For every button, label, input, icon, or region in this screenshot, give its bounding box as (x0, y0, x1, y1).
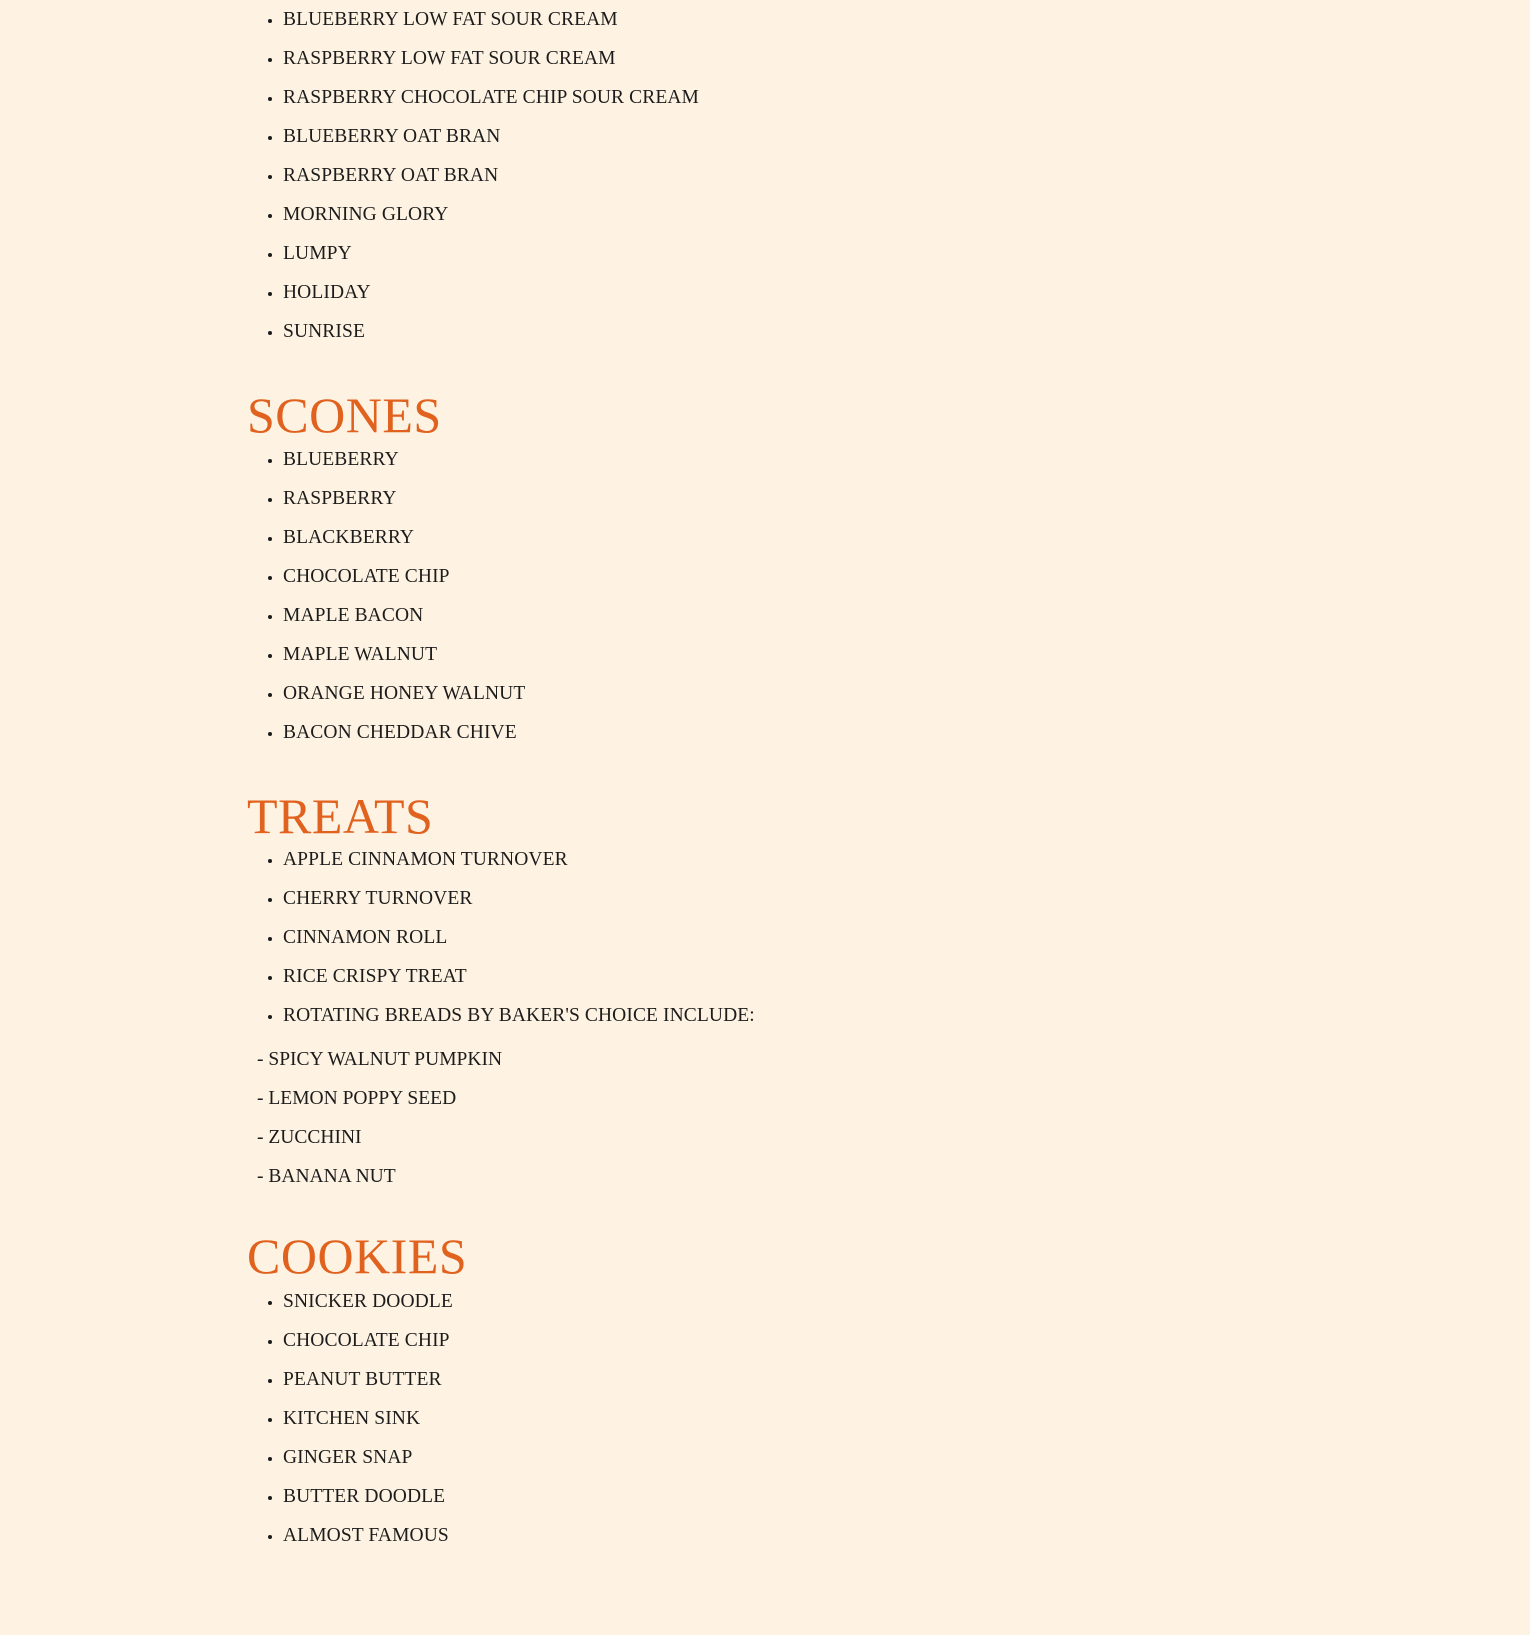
list-item: • LUMPY (283, 234, 1047, 273)
muffins-list (247, 0, 1047, 351)
list-item: • CHOCOLATE CHIP (283, 1321, 1047, 1360)
list-item: • BUTTER DOODLE (283, 1477, 1047, 1516)
list-item: • CHERRY TURNOVER (283, 879, 1047, 918)
menu-content (247, 0, 1047, 1555)
list-item: • PEANUT BUTTER (283, 1360, 1047, 1399)
rotating-bread-item: - BANANA NUT (257, 1166, 396, 1187)
list-item: • BLUEBERRY LOW FAT SOUR CREAM (283, 0, 1047, 39)
rotating-breads-list (247, 1040, 1047, 1196)
list-item: • SNICKER DOODLE (283, 1282, 1047, 1321)
list-item: • MAPLE WALNUT (283, 635, 1047, 674)
list-item: • ORANGE HONEY WALNUT (283, 674, 1047, 713)
scones-heading: SCONES (247, 387, 442, 443)
list-item: • RASPBERRY LOW FAT SOUR CREAM (283, 39, 1047, 78)
list-item: • RICE CRISPY TREAT (283, 957, 1047, 996)
cookies-list (247, 1282, 1047, 1555)
list-item: • RASPBERRY OAT BRAN (283, 156, 1047, 195)
cookies-heading: COOKIES (247, 1228, 468, 1284)
list-item: • ROTATING BREADS BY BAKER'S CHOICE INCLUDE: (283, 996, 1047, 1035)
list-item: • BLACKBERRY (283, 518, 1047, 557)
list-item: • MAPLE BACON (283, 596, 1047, 635)
list-item: • CINNAMON ROLL (283, 918, 1047, 957)
list-item: • CHOCOLATE CHIP (283, 557, 1047, 596)
list-item: • BLUEBERRY (283, 440, 1047, 479)
scones-list (247, 440, 1047, 752)
list-item: • BACON CHEDDAR CHIVE (283, 713, 1047, 752)
list-item: • HOLIDAY (283, 273, 1047, 312)
rotating-bread-item: - ZUCCHINI (257, 1127, 362, 1148)
list-item: • MORNING GLORY (283, 195, 1047, 234)
treats-list (247, 840, 1047, 1035)
list-item: • APPLE CINNAMON TURNOVER (283, 840, 1047, 879)
list-item: • RASPBERRY (283, 479, 1047, 518)
treats-heading: TREATS (247, 788, 434, 844)
rotating-bread-item: - SPICY WALNUT PUMPKIN (257, 1049, 503, 1070)
list-item: • GINGER SNAP (283, 1438, 1047, 1477)
list-item: • KITCHEN SINK (283, 1399, 1047, 1438)
list-item: • BLUEBERRY OAT BRAN (283, 117, 1047, 156)
list-item: • RASPBERRY CHOCOLATE CHIP SOUR CREAM (283, 78, 1047, 117)
list-item: • SUNRISE (283, 312, 1047, 351)
rotating-bread-item: - LEMON POPPY SEED (257, 1088, 457, 1109)
list-item: • ALMOST FAMOUS (283, 1516, 1047, 1555)
